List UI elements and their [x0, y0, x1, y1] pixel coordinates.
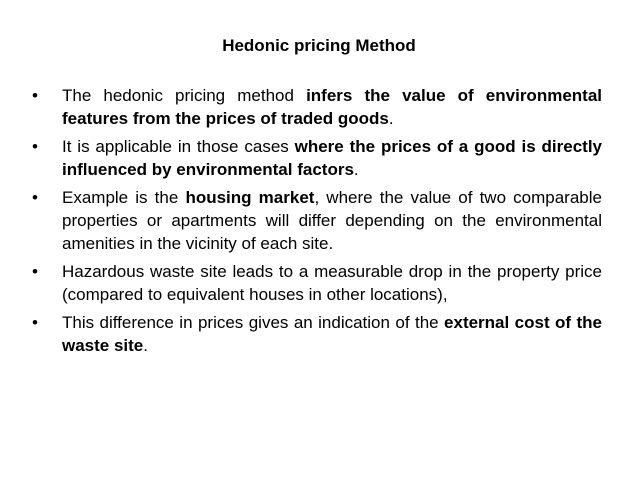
bullet-text-end: . [388, 109, 394, 128]
bullet-bold-text: external cost of the waste site [62, 313, 602, 355]
bullet-text: The hedonic pricing method [62, 86, 307, 105]
bullet-item [32, 186, 602, 255]
bullet-item [32, 84, 602, 130]
bullet-list [32, 84, 602, 362]
bullet-item [32, 311, 602, 357]
bullet-text: This difference in prices gives an indication of the [62, 313, 445, 332]
bullet-marker: • [32, 188, 38, 207]
bullet-marker: • [32, 137, 38, 156]
bullet-text-end: . [353, 160, 359, 179]
bullet-text-end: . [143, 336, 148, 355]
bullet-text: Hazardous waste site leads to a measurable drop in the property price (compared to equivalent houses in other locations), [62, 262, 602, 304]
bullet-item [32, 135, 602, 181]
bullet-bold-text: housing market [185, 188, 315, 207]
slide-title: Hedonic pricing Method [222, 36, 416, 55]
bullet-marker: • [32, 86, 38, 105]
bullet-text: It is applicable in those cases [62, 137, 295, 156]
bullet-bold-text: infers the value of environmental features from the prices of traded goods [62, 86, 602, 128]
bullet-item [32, 260, 602, 306]
bullet-marker: • [32, 262, 38, 281]
bullet-bold-text: where the prices of a good is directly influenced by environmental factors [62, 137, 602, 179]
bullet-marker: • [32, 313, 38, 332]
bullet-text: Example is the [62, 188, 186, 207]
bullet-text-end: , where the value of two comparable properties or apartments will differ depending on the environmental amenities in the vicinity of each site. [62, 188, 602, 253]
